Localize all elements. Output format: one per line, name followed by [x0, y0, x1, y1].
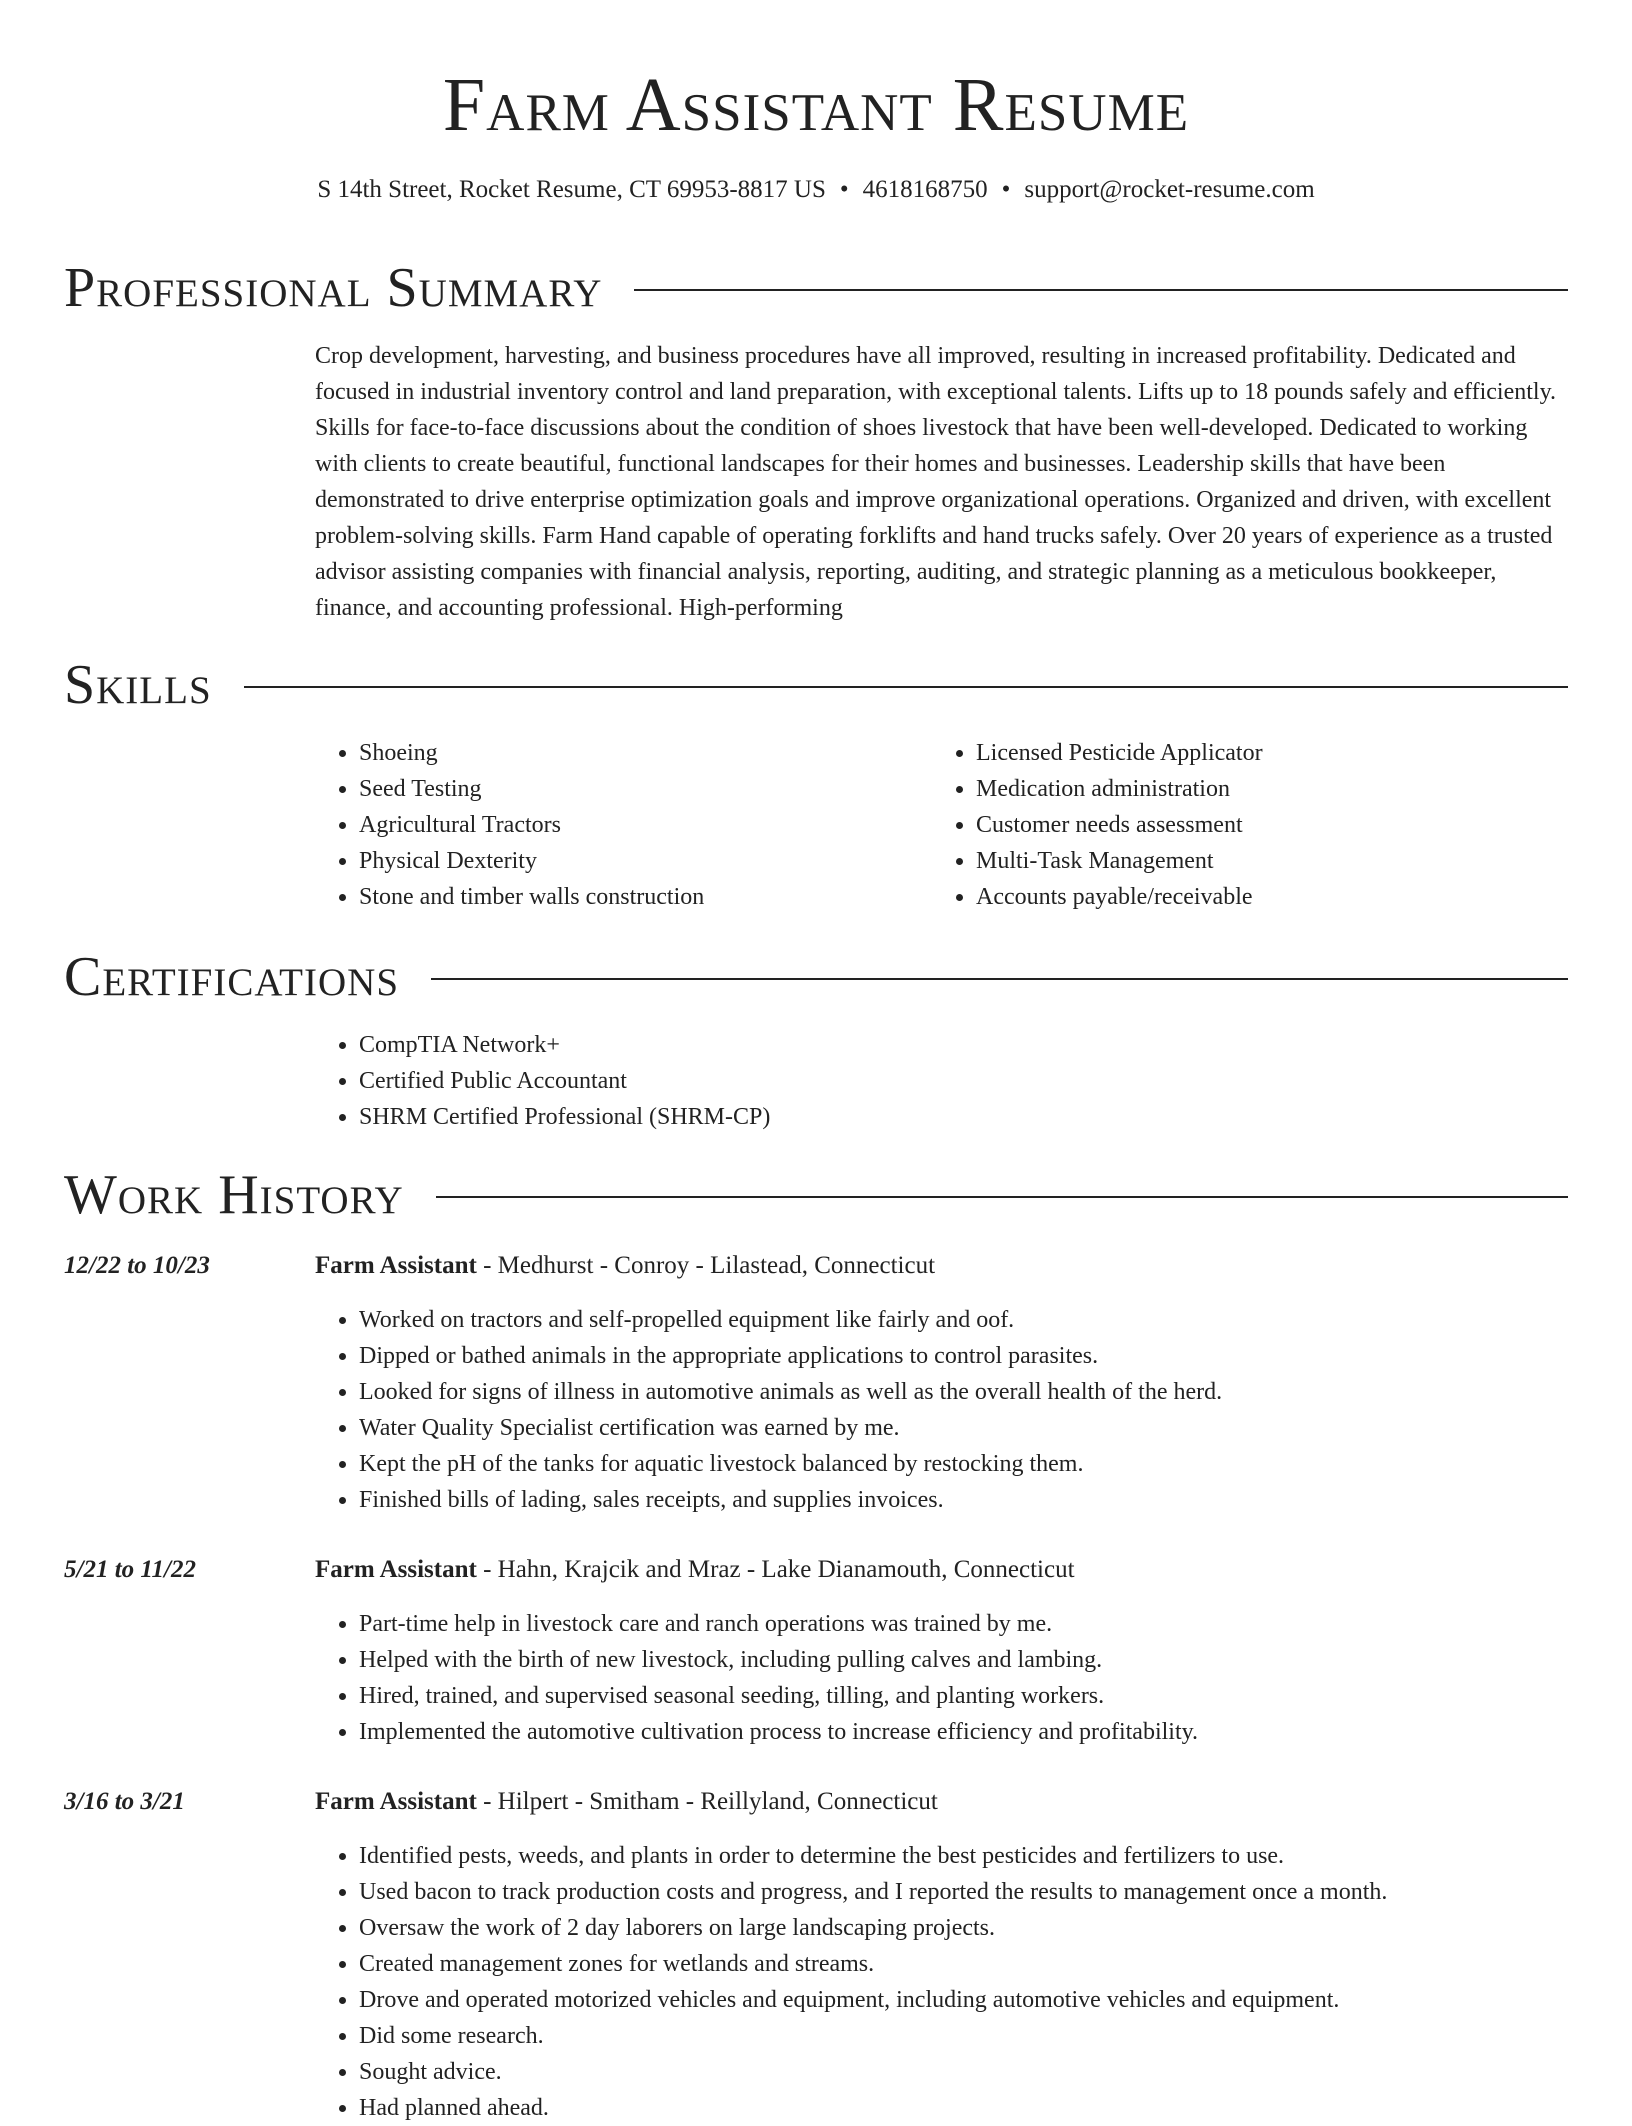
- contact-phone: 4618168750: [862, 176, 988, 203]
- job-header: [315, 1784, 938, 1820]
- list-item: • Customer needs assessment: [976, 807, 1576, 843]
- job-title: Farm Assistant: [315, 1556, 477, 1583]
- summary-text: Crop development, harvesting, and business procedures have all improved, resulting in increased profitability. Dedicated and focused in industrial inventory control and land preparation, with exceptional talents. Lifts up to 18 pounds safely and efficiently. Skills for face-to-face discussions about the condition of shoes livestock that have been well-developed. Dedicated to working with clients to create beautiful, functional landscapes for their homes and businesses. Leadership skills that have been demonstrated to drive enterprise optimization goals and improve organizational operations. Organized and driven, with excellent problem-solving skills. Farm Hand capable of operating forklifts and hand trucks safely. Over 20 years of experience as a trusted advisor assisting companies with financial analysis, reporting, auditing, and strategic planning as a meticulous bookkeeper, finance, and accounting professional. High-performing: [315, 343, 1557, 621]
- section-header-certifications: [64, 945, 1568, 1009]
- list-item: • SHRM Certified Professional (SHRM-CP): [359, 1099, 1159, 1135]
- job-dates: 5/21 to 11/22: [64, 1556, 196, 1583]
- job-duties-list: [315, 1838, 1568, 2126]
- job-title: Farm Assistant: [315, 1788, 477, 1815]
- list-item: • Shoeing: [359, 735, 919, 771]
- list-item: • Kept the pH of the tanks for aquatic livestock balanced by restocking them.: [359, 1446, 1568, 1482]
- list-item: • Water Quality Specialist certification was earned by me.: [359, 1410, 1568, 1446]
- list-item: • Looked for signs of illness in automotive animals as well as the overall health of the herd.: [359, 1374, 1568, 1410]
- list-item: • Stone and timber walls construction: [359, 879, 919, 915]
- job-employer: - Hilpert - Smitham - Reillyland, Connecticut: [476, 1788, 938, 1815]
- job-header: [315, 1552, 1075, 1588]
- list-item: • Oversaw the work of 2 day laborers on large landscaping projects.: [359, 1910, 1568, 1946]
- job-duties-list: [315, 1606, 1568, 1750]
- list-item: • Hired, trained, and supervised seasonal seeding, tilling, and planting workers.: [359, 1678, 1568, 1714]
- list-item: • Accounts payable/receivable: [976, 879, 1576, 915]
- skills-list-left: [315, 735, 919, 915]
- list-item: • Implemented the automotive cultivation process to increase efficiency and profitability.: [359, 1714, 1568, 1750]
- job-title: Farm Assistant: [315, 1252, 477, 1279]
- section-divider: [244, 686, 1568, 688]
- list-item: • Dipped or bathed animals in the appropriate applications to control parasites.: [359, 1338, 1568, 1374]
- list-item: • Had planned ahead.: [359, 2090, 1568, 2126]
- list-item: • Seed Testing: [359, 771, 919, 807]
- list-item: • Worked on tractors and self-propelled equipment like fairly and oof.: [359, 1302, 1568, 1338]
- list-item: • CompTIA Network+: [359, 1027, 1159, 1063]
- list-item: • Multi-Task Management: [976, 843, 1576, 879]
- section-title-work-history: Work History: [64, 1164, 404, 1226]
- list-item: • Created management zones for wetlands and streams.: [359, 1946, 1568, 1982]
- list-item: • Identified pests, weeds, and plants in order to determine the best pesticides and fertilizers to use.: [359, 1838, 1568, 1874]
- certifications-list: [315, 1027, 1159, 1135]
- job-dates: 3/16 to 3/21: [64, 1788, 185, 1815]
- list-item: • Helped with the birth of new livestock, including pulling calves and lambing.: [359, 1642, 1568, 1678]
- contact-line: [0, 172, 1632, 208]
- contact-separator: •: [839, 176, 849, 203]
- job-dates: 12/22 to 10/23: [64, 1252, 210, 1279]
- contact-email: support@rocket-resume.com: [1024, 176, 1315, 203]
- job-employer: - Hahn, Krajcik and Mraz - Lake Dianamouth, Connecticut: [476, 1556, 1075, 1583]
- list-item: • Finished bills of lading, sales receipts, and supplies invoices.: [359, 1482, 1568, 1518]
- list-item: • Sought advice.: [359, 2054, 1568, 2090]
- section-header-summary: [64, 256, 1568, 320]
- contact-separator: •: [1001, 176, 1011, 203]
- list-item: • Used bacon to track production costs and progress, and I reported the results to management once a month.: [359, 1874, 1568, 1910]
- section-divider: [436, 1196, 1568, 1198]
- list-item: • Medication administration: [976, 771, 1576, 807]
- list-item: • Licensed Pesticide Applicator: [976, 735, 1576, 771]
- list-item: • Drove and operated motorized vehicles and equipment, including automotive vehicles and equipment.: [359, 1982, 1568, 2018]
- section-header-skills: [64, 653, 1568, 717]
- list-item: • Part-time help in livestock care and ranch operations was trained by me.: [359, 1606, 1568, 1642]
- list-item: • Physical Dexterity: [359, 843, 919, 879]
- section-title-summary: Professional Summary: [64, 257, 603, 319]
- section-title-certifications: Certifications: [64, 946, 400, 1008]
- section-divider: [634, 289, 1568, 291]
- section-divider: [431, 978, 1568, 980]
- contact-address: S 14th Street, Rocket Resume, CT 69953-8817 US: [317, 176, 826, 203]
- skills-list-right: [932, 735, 1576, 915]
- job-employer: - Medhurst - Conroy - Lilastead, Connecticut: [476, 1252, 936, 1279]
- section-title-skills: Skills: [64, 654, 212, 716]
- job-header: [315, 1248, 935, 1284]
- list-item: • Did some research.: [359, 2018, 1568, 2054]
- list-item: • Agricultural Tractors: [359, 807, 919, 843]
- section-header-work-history: [64, 1163, 1568, 1227]
- resume-title: Farm Assistant Resume: [442, 63, 1190, 147]
- job-duties-list: [315, 1302, 1568, 1518]
- list-item: • Certified Public Accountant: [359, 1063, 1159, 1099]
